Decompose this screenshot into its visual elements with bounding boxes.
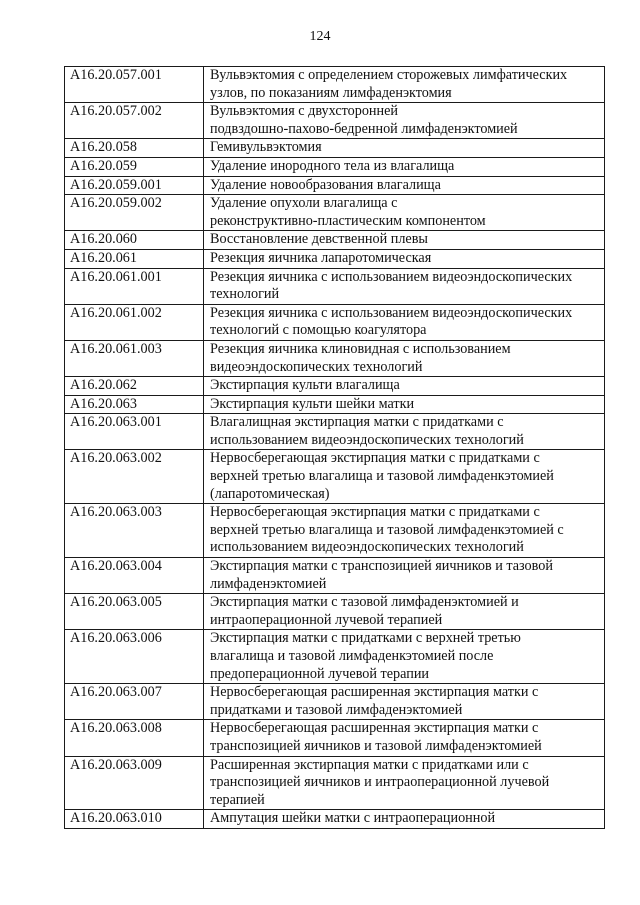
procedure-name-line: предоперационной лучевой терапии bbox=[210, 665, 430, 682]
procedure-code-cell: А16.20.063.006 bbox=[65, 630, 204, 684]
table-row bbox=[65, 157, 605, 176]
table-row bbox=[65, 176, 605, 195]
table-row bbox=[65, 504, 605, 558]
procedure-name-cell bbox=[204, 450, 605, 504]
table-row bbox=[65, 450, 605, 504]
table-body bbox=[65, 67, 605, 829]
procedure-name-line: Гемивульвэктомия bbox=[210, 139, 322, 156]
procedure-name-line: Вульвэктомия с двухсторонней bbox=[210, 103, 398, 120]
procedure-name-line: лимфаденэктомией bbox=[210, 575, 327, 592]
procedure-name-cell bbox=[204, 684, 605, 720]
table-row bbox=[65, 414, 605, 450]
procedure-name-line: Резекция яичника лапаротомическая bbox=[210, 249, 432, 266]
procedure-name-cell bbox=[204, 268, 605, 304]
procedure-codes-table bbox=[64, 66, 605, 829]
table-row bbox=[65, 139, 605, 158]
table-row bbox=[65, 195, 605, 231]
table-row bbox=[65, 268, 605, 304]
procedure-name-cell bbox=[204, 756, 605, 810]
procedure-code-cell: А16.20.063.005 bbox=[65, 594, 204, 630]
procedure-name-line: Экстирпация матки с тазовой лимфаденэктомией и bbox=[210, 594, 519, 611]
procedure-name-line: технологий bbox=[210, 286, 280, 303]
procedure-code-cell: А16.20.059.002 bbox=[65, 195, 204, 231]
procedure-name-line: терапией bbox=[210, 791, 265, 808]
procedure-code-cell: А16.20.057.001 bbox=[65, 67, 204, 103]
procedure-name-line: Нервосберегающая экстирпация матки с придатками с bbox=[210, 504, 540, 521]
procedure-name-cell bbox=[204, 231, 605, 250]
table-row bbox=[65, 630, 605, 684]
procedure-name-cell bbox=[204, 139, 605, 158]
procedure-name-cell bbox=[204, 249, 605, 268]
procedure-name-line: Экстирпация матки с придатками с верхней третью bbox=[210, 630, 521, 647]
table-row bbox=[65, 594, 605, 630]
procedure-name-line: Экстирпация матки с транспозицией яичников и тазовой bbox=[210, 558, 553, 575]
procedure-name-line: узлов, по показаниям лимфаденэктомия bbox=[210, 84, 452, 101]
procedure-name-cell bbox=[204, 67, 605, 103]
procedure-name-line: видеоэндоскопических технологий bbox=[210, 358, 423, 375]
procedure-name-line: Резекция яичника клиновидная с использованием bbox=[210, 340, 511, 357]
procedure-name-cell bbox=[204, 594, 605, 630]
procedure-name-line: Удаление инородного тела из влагалища bbox=[210, 157, 455, 174]
table-row bbox=[65, 720, 605, 756]
procedure-name-line: технологий с помощью коагулятора bbox=[210, 322, 427, 339]
table-row bbox=[65, 231, 605, 250]
procedure-name-line: Нервосберегающая экстирпация матки с придатками с bbox=[210, 450, 540, 467]
procedure-name-cell bbox=[204, 195, 605, 231]
table-row bbox=[65, 103, 605, 139]
procedure-name-line: Нервосберегающая расширенная экстирпация матки с bbox=[210, 684, 539, 701]
procedure-name-line: Резекция яичника с использованием видеоэндоскопических bbox=[210, 268, 573, 285]
procedure-code-cell: А16.20.063.002 bbox=[65, 450, 204, 504]
table-row bbox=[65, 810, 605, 829]
procedure-name-line: влагалища и тазовой лимфаденкэтомией после bbox=[210, 648, 494, 664]
procedure-name-cell bbox=[204, 157, 605, 176]
procedure-code-cell: А16.20.063.003 bbox=[65, 504, 204, 558]
procedure-code-cell: А16.20.057.002 bbox=[65, 103, 204, 139]
procedure-name-line: транспозицией яичников и тазовой лимфаденэктомией bbox=[210, 737, 542, 754]
procedure-name-line: верхней третью влагалища и тазовой лимфаденкэтомией с bbox=[210, 521, 564, 538]
procedure-name-line: реконструктивно-пластическим компонентом bbox=[210, 212, 486, 229]
procedure-name-line: Влагалищная экстирпация матки с придатками с bbox=[210, 414, 504, 431]
procedure-name-cell bbox=[204, 304, 605, 340]
procedure-name-line: Резекция яичника с использованием видеоэндоскопических bbox=[210, 304, 573, 321]
procedure-name-cell bbox=[204, 395, 605, 414]
procedure-code-cell: А16.20.063.010 bbox=[65, 810, 204, 829]
procedure-code-cell: А16.20.061 bbox=[65, 249, 204, 268]
procedure-name-line: придатками и тазовой лимфаденэктомией bbox=[210, 701, 463, 718]
procedure-name-line: Вульвэктомия с определением сторожевых лимфатических bbox=[210, 67, 568, 83]
procedure-code-cell: А16.20.061.003 bbox=[65, 340, 204, 376]
procedure-name-line: Ампутация шейки матки с интраоперационной bbox=[210, 810, 496, 827]
procedure-name-line: Удаление опухоли влагалища с bbox=[210, 195, 398, 212]
procedure-code-cell: А16.20.060 bbox=[65, 231, 204, 250]
table-row bbox=[65, 756, 605, 810]
procedure-name-line: использованием видеоэндоскопических технологий bbox=[210, 539, 524, 556]
procedure-name-line: Удаление новообразования влагалища bbox=[210, 176, 441, 193]
table-row bbox=[65, 558, 605, 594]
procedure-code-cell: А16.20.063.001 bbox=[65, 414, 204, 450]
table-row bbox=[65, 249, 605, 268]
procedure-code-cell: А16.20.063.008 bbox=[65, 720, 204, 756]
procedure-name-cell bbox=[204, 340, 605, 376]
table-row bbox=[65, 67, 605, 103]
procedure-code-cell: А16.20.063.004 bbox=[65, 558, 204, 594]
procedure-name-cell bbox=[204, 176, 605, 195]
procedure-name-cell bbox=[204, 414, 605, 450]
procedure-name-cell bbox=[204, 504, 605, 558]
procedure-name-line: верхней третью влагалища и тазовой лимфаденкэтомией bbox=[210, 468, 554, 485]
table-row bbox=[65, 684, 605, 720]
procedure-code-cell: А16.20.059.001 bbox=[65, 176, 204, 195]
procedure-name-cell bbox=[204, 720, 605, 756]
procedure-code-cell: А16.20.063.009 bbox=[65, 756, 204, 810]
procedure-code-cell: А16.20.059 bbox=[65, 157, 204, 176]
procedure-code-cell: А16.20.061.001 bbox=[65, 268, 204, 304]
procedure-code-cell: А16.20.063.007 bbox=[65, 684, 204, 720]
procedure-name-cell bbox=[204, 558, 605, 594]
procedure-name-line: Восстановление девственной плевы bbox=[210, 231, 428, 248]
procedure-name-line: (лапаротомическая) bbox=[210, 485, 330, 502]
procedure-name-line: использованием видеоэндоскопических технологий bbox=[210, 431, 524, 448]
procedure-name-cell bbox=[204, 810, 605, 829]
procedure-name-cell bbox=[204, 630, 605, 684]
table-row bbox=[65, 377, 605, 396]
procedure-code-cell: А16.20.063 bbox=[65, 395, 204, 414]
procedure-code-cell: А16.20.058 bbox=[65, 139, 204, 158]
procedure-name-line: Нервосберегающая расширенная экстирпация матки с bbox=[210, 720, 539, 737]
procedure-code-cell: А16.20.062 bbox=[65, 377, 204, 396]
procedure-name-cell bbox=[204, 103, 605, 139]
procedure-name-cell bbox=[204, 377, 605, 396]
page-number: 124 bbox=[309, 29, 331, 44]
procedure-name-line: Расширенная экстирпация матки с придатками или с bbox=[210, 756, 529, 773]
procedure-name-line: Экстирпация культи шейки матки bbox=[210, 395, 415, 412]
procedure-name-line: подвздошно-пахово-бедренной лимфаденэктомией bbox=[210, 120, 518, 137]
table-row bbox=[65, 304, 605, 340]
procedure-name-line: Экстирпация культи влагалища bbox=[210, 377, 400, 394]
table-row bbox=[65, 340, 605, 376]
table-row bbox=[65, 395, 605, 414]
procedure-name-line: интраоперационной лучевой терапией bbox=[210, 611, 443, 628]
procedure-name-line: транспозицией яичников и интраоперационной лучевой bbox=[210, 774, 550, 791]
procedure-code-cell: А16.20.061.002 bbox=[65, 304, 204, 340]
